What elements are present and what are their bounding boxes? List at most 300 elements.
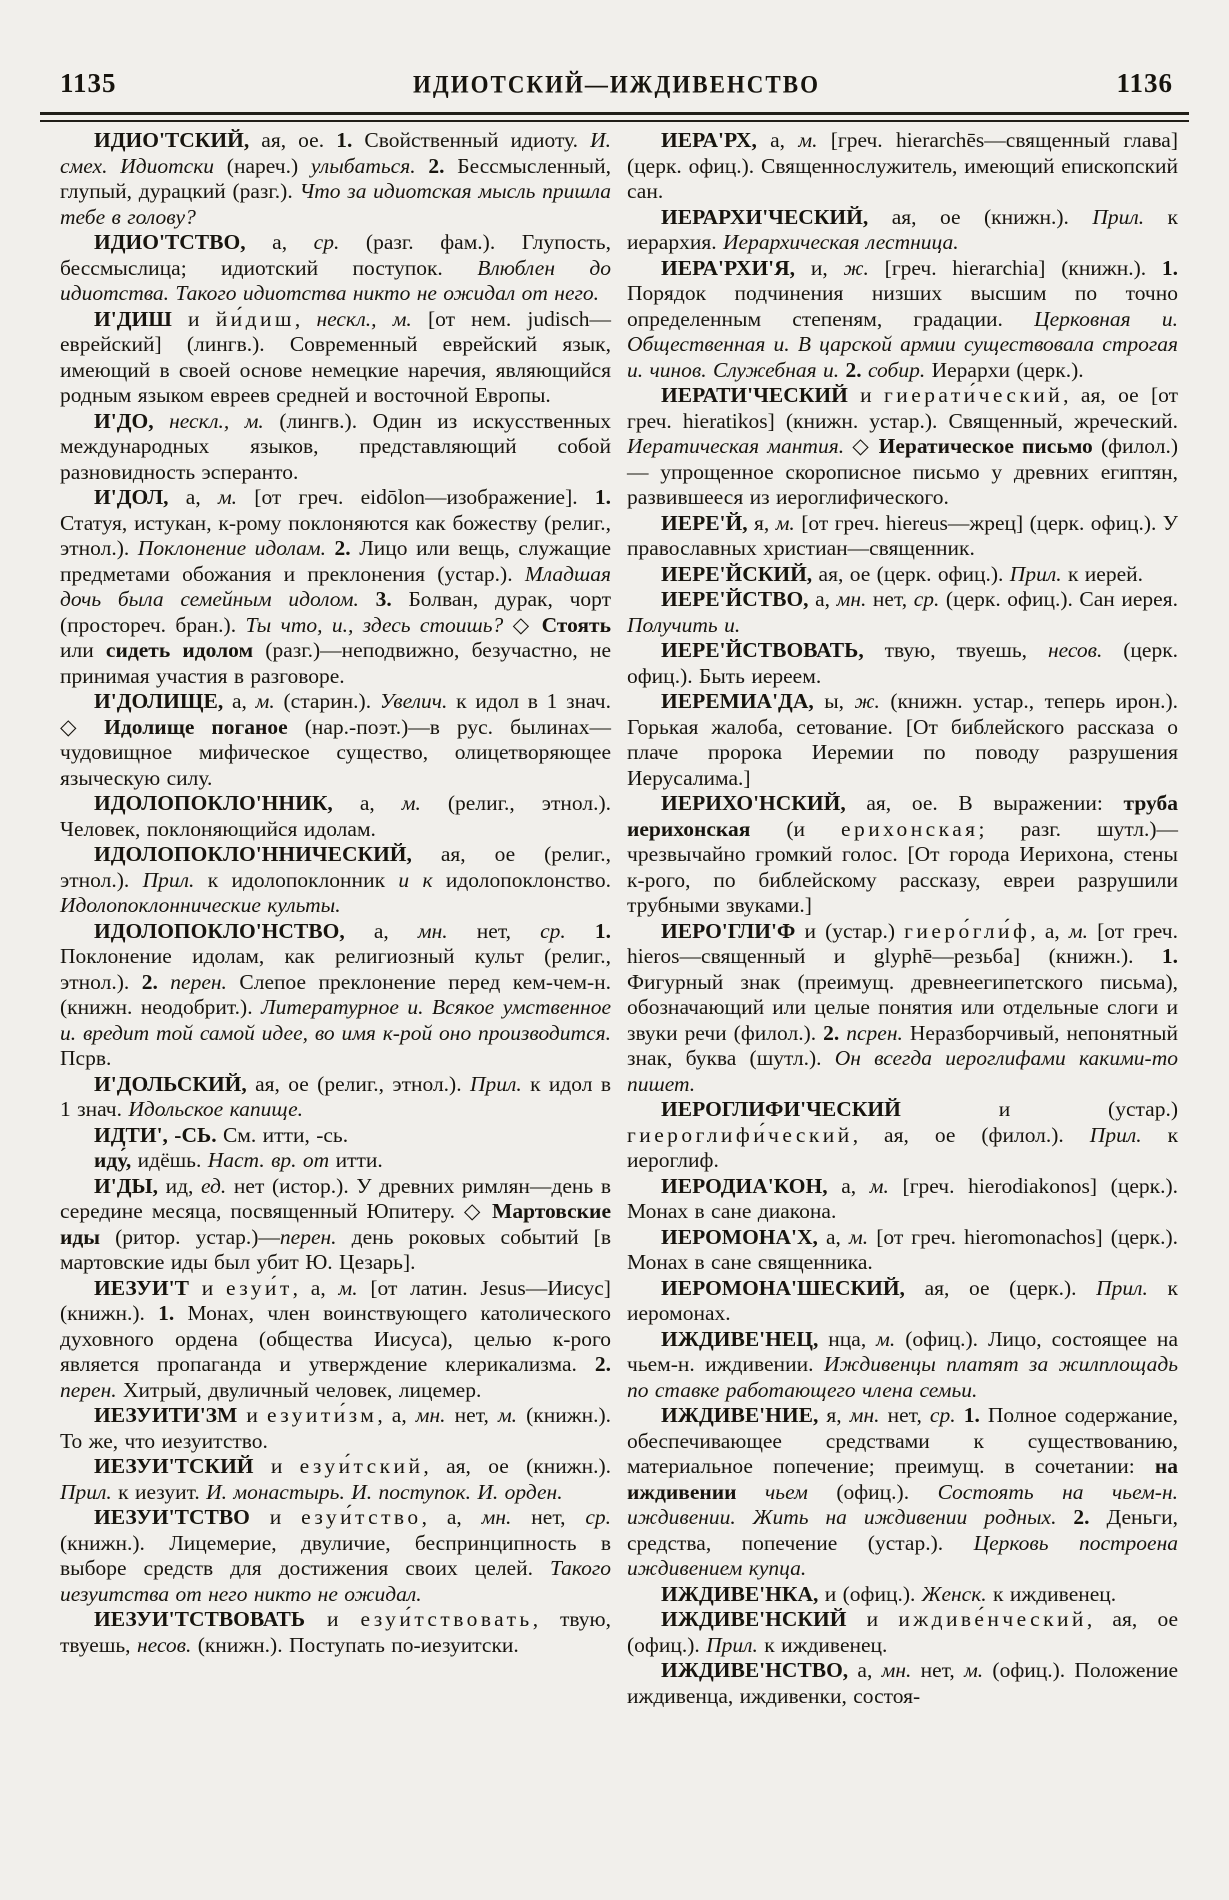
text-run: (офиц.). [836,1479,938,1504]
dictionary-entry [627,1174,1178,1225]
text-run: ИДОЛОПОКЛО'ННИЧЕСКИЙ, [94,842,441,866]
text-run: Прил. [1092,204,1168,229]
text-run: м. [1068,918,1098,943]
text-run: И'ДОЛ, [94,485,186,509]
text-run: нет (истор.). У древних римлян—день в середине месяца, посвященный Юпитеру. ◇ [60,1173,611,1223]
dictionary-entry [627,128,1178,205]
dictionary-entry [60,1276,611,1404]
text-run: ИДИО'ТСТВО, [94,230,273,254]
dictionary-entry [60,919,611,1072]
text-run: идолопоклонство. [445,867,611,892]
text-run: И'ДОЛЬСКИЙ, [94,1071,256,1096]
text-run: нца, [828,1326,877,1351]
text-run: гиерати́ческий [884,383,1064,407]
text-run: нет, [920,1658,965,1682]
text-run: я, [826,1403,850,1427]
text-run: езуити́зм [267,1403,378,1427]
dictionary-entry [60,307,611,409]
text-run: и [866,1607,899,1631]
text-run: и [246,1403,267,1427]
text-run: и [327,1607,361,1631]
text-run: ИЕРЕ'Й, [661,510,755,535]
text-run: (офиц.). Лицо, состоящее на чьем-н. иждивении. [627,1326,1178,1376]
dictionary-entry [60,1148,611,1174]
text-run: к иероглиф. [627,1122,1179,1172]
text-run: [от греч. hieros—священный и glyphē—резьба] (книжн.). [627,918,1178,968]
text-run: м. [255,689,284,713]
text-run: Иерархи (церк.). [931,357,1084,382]
text-run: [от греч. hiereus—жрец] (церк. офиц.). У православных христиан—священник. [627,510,1178,560]
text-run: Церковная и. Общественная и. В царской армии существовала строгая и. чинов. Служебная и. [627,306,1178,382]
text-run: ж. [854,689,891,713]
text-run: ◇ [512,612,542,637]
text-run: Деньги, средства, попечение (устар.). [627,1505,1178,1555]
text-run: Иждивенцы платят за жилплощадь по ставке работающего члена семьи. [627,1352,1179,1402]
text-run: 2. [594,1352,611,1376]
text-run: а, [826,1224,850,1249]
text-run: 2. [334,536,360,560]
text-run: , а, [1030,918,1069,943]
text-run: ая, ое. [261,128,337,152]
text-run: ИЕРЕ'ЙСТВОВАТЬ, [661,638,885,662]
text-run: ИЕРЕ'ЙСКИЙ, [661,561,819,586]
text-run: 2. [845,357,869,382]
text-run: ИЕРАРХИ'ЧЕСКИЙ, [661,204,892,229]
text-run: а, [770,128,799,152]
text-run: нет, [476,918,541,943]
text-run: иду́, [94,1148,138,1172]
text-run: ИЕЗУИ'ТСТВО [94,1505,270,1529]
dictionary-entry [60,1403,611,1454]
text-run: , а, [421,1505,482,1529]
text-run: к иерархия. [627,204,1178,254]
text-run: ая, ое. В выражении: [866,791,1124,815]
text-run: Идольское капище. [128,1097,304,1121]
text-run: ая, ое (религ., этнол.). [255,1071,470,1096]
text-run: м. [401,791,448,815]
dictionary-entry [60,409,611,486]
text-run: и, [810,255,844,280]
text-run: ая, ое (церк. офиц.). [818,561,1010,586]
dictionary-entry [60,1174,611,1276]
text-run: к идол в 1 знач. ◇ [60,689,611,739]
dictionary-entry [627,562,1178,588]
text-run: мн. [417,918,477,943]
text-run: (филол.) — упрощенное скорописное письмо у древних египтян, развившееся из иероглифического. [627,434,1178,509]
text-run: ср. [929,1403,964,1427]
text-run: (книжн.). Лицемерие, двуличие, беспринципность в выборе средств для достижения своих целей. [60,1530,611,1580]
text-run: Поклонение идолам, как религиозный культ (религ., этнол.). [60,944,611,994]
dictionary-entry [627,1276,1178,1327]
text-run: И. смех. Идиотски [60,128,612,178]
page-number-right: 1136 [1116,68,1173,98]
dictionary-entry [627,256,1178,384]
text-run: мн. [881,1658,921,1682]
text-run: ИДОЛОПОКЛО'ННИК, [94,791,360,815]
text-run: к иждивенец. [764,1632,888,1657]
dictionary-entry [627,791,1178,919]
text-run: собир. [868,357,932,382]
text-run: а, [272,230,314,254]
text-run: м. [849,1224,877,1249]
text-run: 1. [963,1403,988,1427]
text-run: м. [217,485,255,509]
text-run: Фигурный знак (преимущ. древнеегипетского письма), обозначающий или целые понятия или отдельные слоги и звуки речи (филол.). [627,969,1178,1045]
column-left [60,128,611,1709]
text-run: и (устар.) [804,918,905,943]
text-run: [от нем. judisch—еврейский] (лингв.). Современный еврейский язык, имеющий в своей основе немецкие наречия, являющийся родным языком евреев средней и восточной Европы. [60,306,611,407]
text-run: идёшь. [137,1148,208,1172]
text-run: И. монастырь. И. поступок. И. орден. [206,1479,563,1504]
dictionary-entry [627,1582,1178,1608]
text-run: ИЕРАТИ'ЧЕСКИЙ [661,383,861,407]
text-run: (нар.-поэт.)—в рус. былинах—чудовищное мифическое существо, олицетворяющее языческую силу. [60,714,611,790]
dictionary-entry [60,485,611,689]
text-run: улыбаться. [310,153,429,178]
text-run: , а, [377,1403,416,1427]
dictionary-entry [627,1403,1178,1582]
text-run: ИЕЗУИ'ТСКИЙ [94,1454,271,1478]
dictionary-entry [627,1658,1178,1709]
text-run: Поклонение идолам. [137,536,335,560]
text-run: , [294,306,317,331]
text-run: Мартовские иды [60,1199,611,1249]
text-run: Порядок подчинения низших высшим по точно определенным степеням, градации. [627,281,1178,331]
text-run: м. [338,1275,371,1300]
text-run: Литературное и. Всякое умственное и. вредит той самой идее, во имя к-рой оно производится. [60,995,611,1045]
text-run: 1. [336,128,365,152]
dictionary-entry [60,689,611,791]
text-run: ИЕРОМОНА'ШЕСКИЙ, [661,1275,925,1300]
text-run: ср. [585,1505,612,1529]
text-run: (разг.)—неподвижно, безучастно, не принимая участия в разговоре. [60,638,611,688]
text-run: ж. [843,255,885,280]
text-run: [греч. hierodiakonos] (церк.). Монах в сане диакона. [627,1173,1178,1223]
dictionary-entry [60,1607,611,1658]
text-run: на иждивении [627,1454,1178,1504]
text-run: (ритор. устар.)— [115,1224,280,1249]
text-run: Идолище поганое [104,714,305,739]
text-run: (книжн.). Поступать по-иезуитски. [197,1632,519,1657]
text-run: (религ., этнол.). Человек, поклоняющийся идолам. [60,791,611,841]
text-run: [греч. hierarchēs—священный глава] (церк. офиц.). Священнослужитель, имеющий епископский сан. [627,128,1178,203]
text-run: м. [497,1403,527,1427]
text-run: ИЕРОМОНА'Х, [661,1224,827,1249]
text-run: ИДОЛОПОКЛО'НСТВО, [94,918,374,943]
text-run: нескл., м. [316,306,428,331]
text-run: мн. [481,1505,532,1529]
text-run: ы, [824,689,855,713]
text-run: м. [798,128,831,152]
text-run: ИЖДИВЕ'НЕЦ, [661,1326,829,1351]
text-run: ид, [165,1173,202,1198]
text-run: (нареч.) [226,153,311,178]
text-run: Прил. [60,1479,119,1504]
text-run: И'ДОЛИЩЕ, [94,689,232,713]
text-run: езуи́тский [299,1454,424,1478]
text-run: а, [857,1658,882,1682]
text-run: ая, ое (религ., этнол.). [60,842,611,892]
text-run: м. [964,1658,993,1682]
text-run: Наст. вр. от [207,1148,336,1172]
text-run: и к [398,867,446,892]
text-run: ср. [313,230,366,254]
text-run: Что за идиотская мысль пришла тебе в голову? [60,179,611,229]
text-run: ср. [540,918,595,943]
text-run: , а, [292,1275,339,1300]
text-run: м. [876,1326,906,1351]
dictionary-entry [60,842,611,919]
text-run: езуи́т [225,1275,293,1300]
text-run: Прил. [1009,561,1068,586]
text-run: ИЕРЕ'ЙСТВО, [661,587,816,611]
text-run: к иждивенец. [993,1581,1117,1606]
text-run: чьем [765,1479,837,1504]
dictionary-entry [627,1097,1178,1174]
text-run: нет, [531,1505,586,1529]
text-run: Прил. [1089,1122,1168,1147]
text-run: и (устар.) [998,1097,1178,1121]
text-run: Статуя, истукан, к-рому поклоняются как божеству (религ., этнол.). [60,510,611,560]
text-run: [от латин. Jesus—Иисус] (книжн.). [60,1275,611,1325]
text-run: См. итти, -сь. [222,1122,349,1147]
text-run: сидеть идолом [105,638,266,662]
text-run: И'ДЫ, [94,1173,166,1198]
text-run: (разг. фам.). Глупость, бессмыслица; идиотский поступок. [60,230,611,280]
text-run: [от греч. eidōlon—изображение]. [254,485,595,509]
text-run: мн. [836,587,873,611]
text-run: а, [815,587,837,611]
text-run: ИЕЗУИТИ'ЗМ [94,1403,247,1427]
text-run: (церк. офиц.). Сан иерея. [945,587,1178,611]
text-run: ИЕРО'ГЛИ'Ф [661,918,805,943]
dictionary-entry [60,1072,611,1123]
text-run: 1. [158,1301,188,1325]
text-run: и [188,306,216,331]
text-run: , ая, ое (офиц.). [627,1607,1178,1657]
text-run: Младшая дочь была семейным идолом. [60,561,611,611]
text-run: ИЕРОГЛИФИ'ЧЕСКИЙ [661,1097,999,1121]
text-run: Прил. [706,1632,765,1657]
text-run: ИДТИ', -СЬ. [94,1122,223,1147]
text-run: нет, [454,1403,498,1427]
text-run: (книжн. устар., теперь ирон.). Горькая жалоба, сетование. [От библейского рассказа о плаче пророка Иеремии по поводу разрушения Иерусалима.] [627,689,1179,790]
text-run: (офиц.). Положение иждивенца, иждивенки, состоя- [627,1658,1179,1708]
text-run: и [201,1275,226,1300]
text-run: йи́диш [215,306,295,331]
text-run: 1. [1161,944,1178,968]
text-run: ИЖДИВЕ'НСКИЙ [661,1607,867,1631]
text-run: Влюблен до идиотства. Такого идиотства никто не ожидал от него. [60,255,611,305]
text-run: а, [841,1173,870,1198]
text-run: 1. [594,918,612,943]
header-rule [40,112,1189,122]
text-run: ИДИО'ТСКИЙ, [94,128,262,152]
text-run: гиероглифи́ческий [627,1122,853,1147]
text-run: м. [775,510,802,535]
text-run: ср. [913,587,946,611]
text-run: Прил. [1096,1275,1168,1300]
text-run: а, [359,791,402,815]
text-run: Состоять на чьем-н. иждивении. Жить на иждивении родных. [627,1479,1178,1529]
text-run: ед. [201,1173,234,1198]
text-run: ИЕЗУИ'Т [94,1275,202,1300]
dictionary-entry [627,919,1178,1098]
dictionary-entry [60,128,611,230]
text-run: Иератическое письмо [878,434,1101,458]
text-run: иждиве́нческий [898,1607,1087,1631]
text-run: и (офиц.). [824,1581,922,1606]
text-run: (и [786,816,842,841]
text-run: 2. [428,153,458,178]
text-run: , ая, ое [от греч. hieratikos] (книжн. устар.). Священный, жреческий. [627,383,1178,433]
dictionary-entry [627,587,1178,638]
dictionary-entry [60,791,611,842]
text-run: я, [754,510,776,535]
text-run: ИЖДИВЕ'НИЕ, [661,1403,827,1427]
text-run: Ты что, и., здесь стоишь? [245,612,513,637]
text-run: к иезуит. [118,1479,207,1504]
text-run: , ая, ое (книжн.). [423,1454,611,1478]
text-run: Неразборчивый, непонятный знак, буква (шутл.). [627,1020,1178,1070]
text-run: [греч. hierarchia] (книжн.). [884,255,1162,280]
text-run: Болван, дурак, чорт (простореч. бран.). [60,587,612,637]
text-run: ИЕРОДИА'КОН, [661,1173,842,1198]
text-run: Стоять [541,612,611,637]
text-run: езуи́тство [301,1505,422,1529]
column-right [627,128,1178,1709]
dictionary-entry [627,383,1178,511]
text-run: мн. [415,1403,455,1427]
text-run: Иерархическая лестница. [723,230,959,254]
text-run: езуи́тствовать [360,1607,533,1631]
text-run: (книжн.). То же, что иезуитство. [60,1403,612,1453]
text-run: (старин.). [283,689,380,713]
dictionary-entry [627,638,1178,689]
text-run: 1. [1161,255,1179,280]
dictionary-entry [627,511,1178,562]
text-run: Хитрый, двуличный человек, лицемер. [123,1377,482,1402]
text-run: ; разг. шутл.)—чрезвычайно громкий голос. [От города Иерихона, стены к-рого, по библейскому рассказу, евреи разрушили трубными звуками.] [627,816,1178,917]
text-run: , твую, твуешь, [60,1607,611,1657]
text-run: несов. [136,1632,198,1657]
page-header [60,68,1173,99]
text-run: м. [869,1173,903,1198]
text-run: 2. [141,969,171,994]
text-run: а, [231,689,256,713]
text-run: 2. [1073,1505,1107,1529]
text-run: к идол в 1 знач. [60,1071,611,1121]
text-run: Он всегда иероглифами какими-то пишет. [627,1046,1178,1096]
text-run: а, [185,485,218,509]
text-run: к иерей. [1067,561,1143,586]
text-run: Свойственный идиоту. [364,128,591,152]
text-run: Прил. [142,867,208,892]
text-run: ИЕРА'РХИ'Я, [661,255,811,280]
text-run: нет, [872,587,914,611]
text-run: ая, ое (церк.). [924,1275,1097,1300]
text-columns [60,128,1178,1709]
dictionary-entry [60,230,611,307]
text-run: , ая, ое (филол.). [852,1122,1090,1147]
dictionary-entry [627,1327,1178,1404]
dictionary-entry [627,1607,1178,1658]
page-number-left: 1135 [60,68,117,98]
text-run: ИЕРИХО'НСКИЙ, [661,791,867,815]
text-run: мн. [849,1403,888,1427]
text-run: Псрв. [60,1046,112,1070]
text-run: или [60,638,106,662]
text-run: перен. [170,969,240,994]
text-run: ая, ое (книжн.). [891,204,1093,229]
text-run: а, [373,918,418,943]
text-run: [от греч. hieromonachos] (церк.). Монах в сане священника. [627,1224,1179,1274]
text-run: ИЕРА'РХ, [661,128,771,152]
text-run: ИЖДИВЕ'НКА, [661,1581,825,1606]
dictionary-entry [627,205,1178,256]
dictionary-entry [627,1225,1178,1276]
text-run: Монах, член воинствующего католического духовного ордена (общества Иисуса), целью к-рого является пропаганда и утверждение клерикализма. [60,1301,611,1376]
text-run: и [860,383,885,407]
text-run: Идолопоклоннические культы. [60,893,341,917]
text-run: и [269,1505,302,1529]
text-run: день роковых событий [в мартовские иды был убит Ю. Цезарь]. [60,1224,611,1274]
text-run: Полное содержание, обеспечивающее средствами к существованию, материальное попечение; преимущ. в сочетании: [627,1403,1179,1478]
text-run: Церковь построена иждивением купца. [627,1530,1179,1580]
text-run: итти. [335,1148,383,1172]
text-run: ИЖДИВЕ'НСТВО, [661,1658,858,1682]
running-title: ИДИОТСКИЙ—ИЖДИВЕНСТВО [412,70,820,98]
text-run: ИЕРЕМИА'ДА, [661,689,825,713]
text-run: Бессмысленный, глупый, дурацкий (разг.). [60,153,611,203]
text-run: И'ДО, [94,408,170,433]
text-run: нет, [887,1403,930,1427]
text-run: псрен. [846,1020,910,1045]
text-run: ◇ [852,434,879,458]
text-run: 2. [823,1020,847,1045]
text-run: твую, твуешь, [884,638,1048,662]
text-run: перен. [279,1224,352,1249]
text-run: гиеро́гли́ф [904,918,1031,943]
text-run: И'ДИШ [94,306,188,331]
text-run: к иеромонах. [627,1275,1178,1325]
text-run: 3. [375,587,409,611]
text-run: несов. [1047,638,1124,662]
text-run: к идолопоклонник [207,867,399,892]
text-run: Слепое преклонение перед кем-чем-н. (книжн. неодобрит.). [60,969,611,1019]
text-run: Лицо или вещь, служащие предметами обожания и преклонения (устар.). [60,536,611,586]
text-run: ерихонская [841,816,979,841]
text-run: перен. [60,1377,124,1402]
text-run: Иератическая мантия. [627,434,853,458]
text-run: ИЕЗУИ'ТСТВОВАТЬ [94,1607,327,1631]
text-run: и [270,1454,300,1478]
text-run: (лингв.). Один из искусственных международных языков, представляющий собой разновидность эсперанто. [60,408,612,484]
text-run: труба иерихонская [627,791,1179,841]
text-run: нескл., м. [169,408,280,433]
text-run: (церк. офиц.). Быть иереем. [627,638,1179,688]
text-run: Получить и. [627,612,741,637]
text-run: Женск. [921,1581,994,1606]
text-run: Прил. [469,1071,531,1096]
dictionary-entry [60,1454,611,1505]
text-run: Увелич. [379,689,457,713]
dictionary-entry [627,689,1178,791]
dictionary-entry [60,1505,611,1607]
text-run: Такого иезуитства от него никто не ожидал. [60,1556,611,1606]
dictionary-entry [60,1123,611,1149]
text-run: 1. [594,485,611,509]
